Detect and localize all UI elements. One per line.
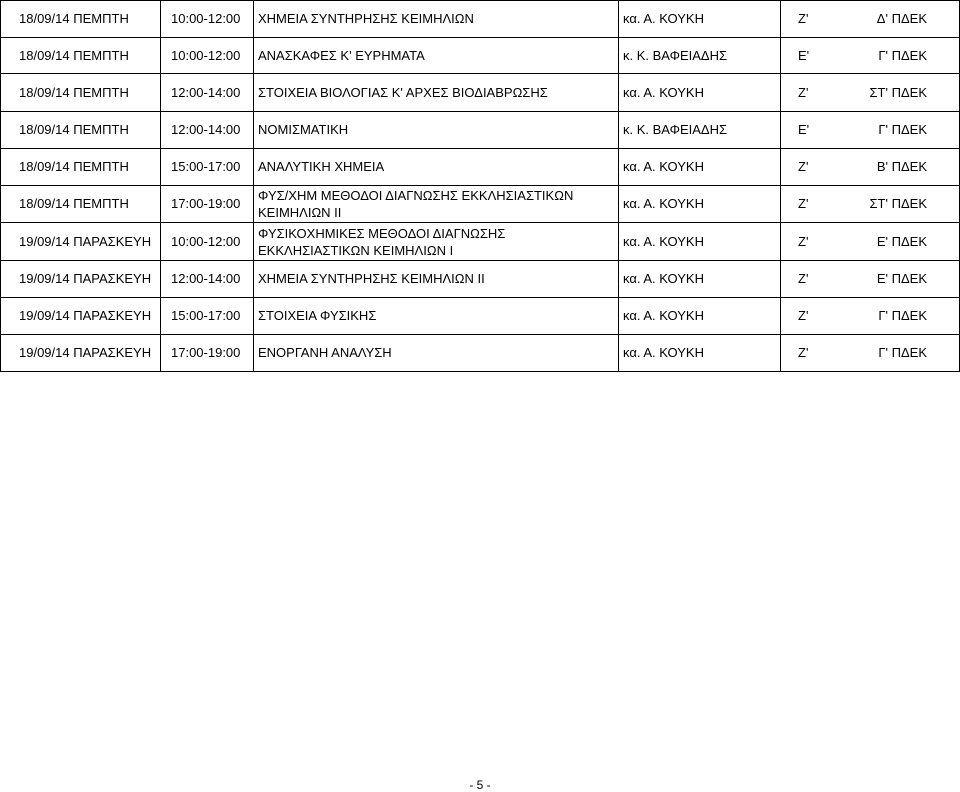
semester-room-cell — [781, 74, 960, 112]
course-cell: ΑΝΑΛΥΤΙΚΗ ΧΗΜΕΙΑ — [254, 149, 619, 186]
semester-room-cell — [781, 38, 960, 74]
semester-room-cell — [781, 261, 960, 298]
semester: Ζ' — [798, 345, 809, 360]
date: 18/09/14 — [19, 47, 70, 63]
table-row — [1, 261, 960, 298]
semester-room-cell — [781, 186, 960, 223]
exam-schedule-table — [0, 0, 960, 372]
semester: Ζ' — [798, 271, 809, 286]
time-cell: 12:00-14:00 — [161, 112, 254, 149]
day: ΠΕΜΠΤΗ — [73, 196, 129, 211]
teacher-cell: κα. Α. ΚΟΥΚΗ — [619, 261, 781, 298]
teacher-cell: κα. Α. ΚΟΥΚΗ — [619, 74, 781, 112]
page-number: - 5 - — [469, 778, 491, 792]
time-cell: 17:00-19:00 — [161, 186, 254, 223]
day: ΠΕΜΠΤΗ — [73, 84, 129, 100]
course-cell: ΧΗΜΕΙΑ ΣΥΝΤΗΡΗΣΗΣ ΚΕΙΜΗΛΙΩΝ — [254, 1, 619, 38]
date-day-cell — [1, 223, 161, 261]
course-cell: ΦΥΣ/ΧΗΜ ΜΕΘΟΔΟΙ ΔΙΑΓΝΩΣΗΣ ΕΚΚΛΗΣΙΑΣΤΙΚΩΝ ΚΕΙΜΗΛΙΩΝ ΙΙ — [254, 186, 619, 223]
time-cell: 17:00-19:00 — [161, 335, 254, 372]
room: Γ' ΠΔΕΚ — [878, 308, 927, 323]
day: ΠΕΜΠΤΗ — [73, 47, 129, 63]
teacher-cell: κα. Α. ΚΟΥΚΗ — [619, 186, 781, 223]
room: Γ' ΠΔΕΚ — [878, 47, 927, 63]
date: 19/09/14 — [19, 271, 70, 286]
teacher-cell: κα. Α. ΚΟΥΚΗ — [619, 335, 781, 372]
semester: Ζ' — [798, 308, 809, 323]
room: ΣΤ' ΠΔΕΚ — [869, 196, 927, 211]
teacher-cell: κα. Α. ΚΟΥΚΗ — [619, 298, 781, 335]
semester-room-cell — [781, 223, 960, 261]
semester-room-cell — [781, 1, 960, 38]
semester: Ζ' — [798, 159, 809, 174]
date: 18/09/14 — [19, 122, 70, 137]
time-cell: 10:00-12:00 — [161, 38, 254, 74]
course-cell: ΣΤΟΙΧΕΙΑ ΒΙΟΛΟΓΙΑΣ Κ' ΑΡΧΕΣ ΒΙΟΔΙΑΒΡΩΣΗΣ — [254, 74, 619, 112]
day: ΠΑΡΑΣΚΕΥΗ — [73, 308, 152, 323]
table-row — [1, 149, 960, 186]
room: Ε' ΠΔΕΚ — [876, 233, 927, 249]
date-day-cell — [1, 38, 161, 74]
teacher-cell: κα. Α. ΚΟΥΚΗ — [619, 149, 781, 186]
time-cell: 10:00-12:00 — [161, 1, 254, 38]
semester: Ζ' — [798, 84, 809, 100]
teacher-cell: κα. Α. ΚΟΥΚΗ — [619, 223, 781, 261]
course-cell: ΦΥΣΙΚΟΧΗΜΙΚΕΣ ΜΕΘΟΔΟΙ ΔΙΑΓΝΩΣΗΣ ΕΚΚΛΗΣΙΑΣΤΙΚΩΝ ΚΕΙΜΗΛΙΩΝ Ι — [254, 223, 619, 261]
room: Δ' ΠΔΕΚ — [876, 11, 927, 26]
semester: Ζ' — [798, 11, 809, 26]
date-day-cell — [1, 186, 161, 223]
semester-room-cell — [781, 112, 960, 149]
course-cell: ΧΗΜΕΙΑ ΣΥΝΤΗΡΗΣΗΣ ΚΕΙΜΗΛΙΩΝ ΙΙ — [254, 261, 619, 298]
table-row — [1, 74, 960, 112]
course-cell: ΝΟΜΙΣΜΑΤΙΚΗ — [254, 112, 619, 149]
date-day-cell — [1, 74, 161, 112]
date: 18/09/14 — [19, 84, 70, 100]
date: 18/09/14 — [19, 196, 70, 211]
semester-room-cell — [781, 335, 960, 372]
day: ΠΕΜΠΤΗ — [73, 159, 129, 174]
day: ΠΕΜΠΤΗ — [73, 11, 129, 26]
teacher-cell: κ. Κ. ΒΑΦΕΙΑΔΗΣ — [619, 112, 781, 149]
table-row — [1, 186, 960, 223]
room: Γ' ΠΔΕΚ — [878, 122, 927, 137]
semester-room-cell — [781, 149, 960, 186]
table-row — [1, 38, 960, 74]
time-cell: 15:00-17:00 — [161, 149, 254, 186]
table-row — [1, 1, 960, 38]
date-day-cell — [1, 298, 161, 335]
date: 18/09/14 — [19, 11, 70, 26]
semester: Ζ' — [798, 233, 809, 249]
day: ΠΑΡΑΣΚΕΥΗ — [73, 271, 152, 286]
teacher-cell: κα. Α. ΚΟΥΚΗ — [619, 1, 781, 38]
room: ΣΤ' ΠΔΕΚ — [869, 84, 927, 100]
course-cell: ΕΝΟΡΓΑΝΗ ΑΝΑΛΥΣΗ — [254, 335, 619, 372]
semester: Ε' — [798, 47, 810, 63]
room: Β' ΠΔΕΚ — [876, 159, 927, 174]
semester: Ζ' — [798, 196, 809, 211]
time-cell: 10:00-12:00 — [161, 223, 254, 261]
date-day-cell — [1, 149, 161, 186]
room: Γ' ΠΔΕΚ — [878, 345, 927, 360]
room: Ε' ΠΔΕΚ — [876, 271, 927, 286]
day: ΠΑΡΑΣΚΕΥΗ — [73, 345, 152, 360]
course-cell: ΑΝΑΣΚΑΦΕΣ Κ' ΕΥΡΗΜΑΤΑ — [254, 38, 619, 74]
teacher-cell: κ. Κ. ΒΑΦΕΙΑΔΗΣ — [619, 38, 781, 74]
date: 19/09/14 — [19, 345, 70, 360]
table-row — [1, 335, 960, 372]
day: ΠΑΡΑΣΚΕΥΗ — [73, 233, 152, 249]
date-day-cell — [1, 335, 161, 372]
time-cell: 12:00-14:00 — [161, 74, 254, 112]
date: 19/09/14 — [19, 233, 70, 249]
date: 18/09/14 — [19, 159, 70, 174]
date-day-cell — [1, 1, 161, 38]
date-day-cell — [1, 261, 161, 298]
table-row — [1, 223, 960, 261]
table-row — [1, 298, 960, 335]
semester: Ε' — [798, 122, 810, 137]
course-cell: ΣΤΟΙΧΕΙΑ ΦΥΣΙΚΗΣ — [254, 298, 619, 335]
date-day-cell — [1, 112, 161, 149]
time-cell: 15:00-17:00 — [161, 298, 254, 335]
semester-room-cell — [781, 298, 960, 335]
time-cell: 12:00-14:00 — [161, 261, 254, 298]
date: 19/09/14 — [19, 308, 70, 323]
table-row — [1, 112, 960, 149]
day: ΠΕΜΠΤΗ — [73, 122, 129, 137]
